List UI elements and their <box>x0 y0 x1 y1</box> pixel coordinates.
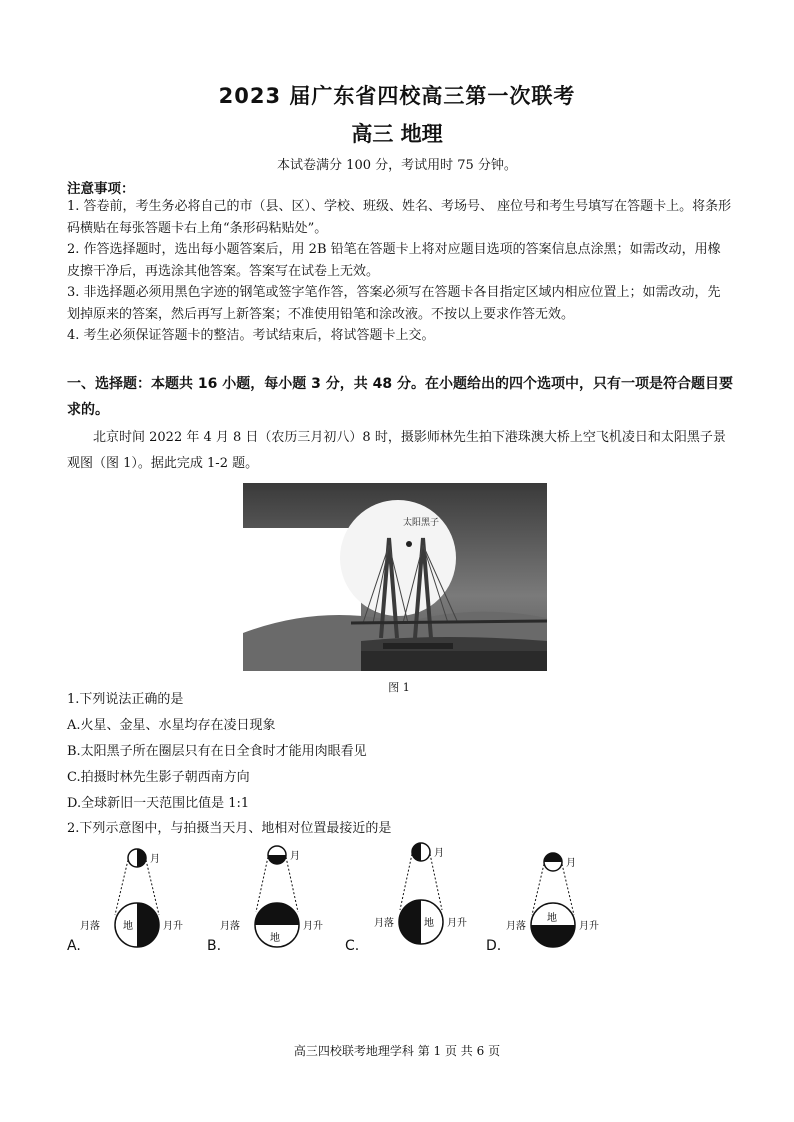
svg-text:月落: 月落 <box>80 921 100 932</box>
svg-text:月升: 月升 <box>447 918 467 929</box>
svg-text:地: 地 <box>123 921 133 932</box>
question-2-stem: 2.下列示意图中，与拍摄当天月、地相对位置最接近的是 <box>67 821 392 836</box>
q1-option-b: B.太阳黑子所在圈层只有在日全食时才能用肉眼看见 <box>67 744 367 759</box>
svg-text:月: 月 <box>290 851 300 862</box>
notes-list <box>67 196 733 347</box>
q2-option-c-label: C. <box>345 938 360 954</box>
q2-option-b-label: B. <box>207 938 222 954</box>
svg-text:月落: 月落 <box>220 921 240 932</box>
svg-text:地: 地 <box>547 913 557 924</box>
q1-option-d: D.全球新旧一天范围比值是 1:1 <box>67 796 250 811</box>
figure-1-photo <box>243 483 547 671</box>
question-1-stem: 1.下列说法正确的是 <box>67 692 184 707</box>
page-footer: 高三四校联考地理学科 第 1 页 共 6 页 <box>293 1044 501 1058</box>
svg-text:月落: 月落 <box>374 918 394 929</box>
note-item: 4. 考生必须保证答题卡的整洁。考试结束后，将试答题卡上交。 <box>67 328 435 343</box>
svg-text:月: 月 <box>566 858 576 869</box>
svg-text:地: 地 <box>424 918 434 929</box>
q2-option-a-label: A. <box>67 938 81 954</box>
q2-option-d-label: D. <box>486 938 502 954</box>
exam-info: 本试卷满分 100 分，考试用时 75 分钟。 <box>277 158 517 173</box>
svg-text:月升: 月升 <box>579 921 599 932</box>
q1-option-a: A.火星、金星、水星均存在凌日现象 <box>67 718 276 733</box>
note-item: 2. 作答选择题时，选出每小题答案后，用 2B 铅笔在答题卡上将对应题目选项的答案信息点涂黑；如需改动，用橡皮擦干净后，再选涂其他答案。答案写在试卷上无效。 <box>67 242 721 279</box>
exam-title: 2023 届广东省四校高三第一次联考 <box>218 84 576 108</box>
sunspot-dot <box>406 541 412 547</box>
diagram-a <box>80 840 210 960</box>
svg-text:地: 地 <box>270 933 280 944</box>
note-item: 3. 非选择题必须用黑色字迹的钢笔或签字笔作答，答案必须写在答题卡各目指定区域内相应位置上；如需改动，先划掉原来的答案，然后再写上新答案；不准使用铅笔和涂改液。不按以上要求作答无效。 <box>67 285 721 322</box>
figure-1-caption: 图 1 <box>388 681 410 694</box>
exam-subtitle: 高三 地理 <box>351 122 443 146</box>
notes-heading: 注意事项： <box>67 181 135 197</box>
sunspot-label: 太阳黑子 <box>403 518 440 528</box>
svg-text:月升: 月升 <box>163 921 183 932</box>
svg-text:月: 月 <box>150 854 160 865</box>
note-item: 1. 答卷前，考生务必将自己的市（县、区）、学校、班级、姓名、考场号、 座位号和考生号填写在答题卡上。将条形码横贴在每张答题卡右上角“条形码粘贴处”。 <box>67 199 732 236</box>
svg-text:月: 月 <box>434 848 444 859</box>
section-heading: 一、选择题：本题共 16 小题，每小题 3 分，共 48 分。在小题给出的四个选项中，只有一项是符合题目要求的。 <box>67 376 733 418</box>
diagram-b <box>220 840 350 960</box>
svg-text:月落: 月落 <box>506 921 526 932</box>
section-intro: 北京时间 2022 年 4 月 8 日（农历三月初八）8 时，摄影师林先生拍下港珠澳大桥上空飞机凌日和太阳黑子景观图（图 1）。据此完成 1-2 题。 <box>67 430 726 471</box>
svg-text:月升: 月升 <box>303 921 323 932</box>
diagram-c <box>364 840 494 960</box>
diagram-d <box>506 840 636 960</box>
q1-option-c: C.拍摄时林先生影子朝西南方向 <box>67 770 250 785</box>
